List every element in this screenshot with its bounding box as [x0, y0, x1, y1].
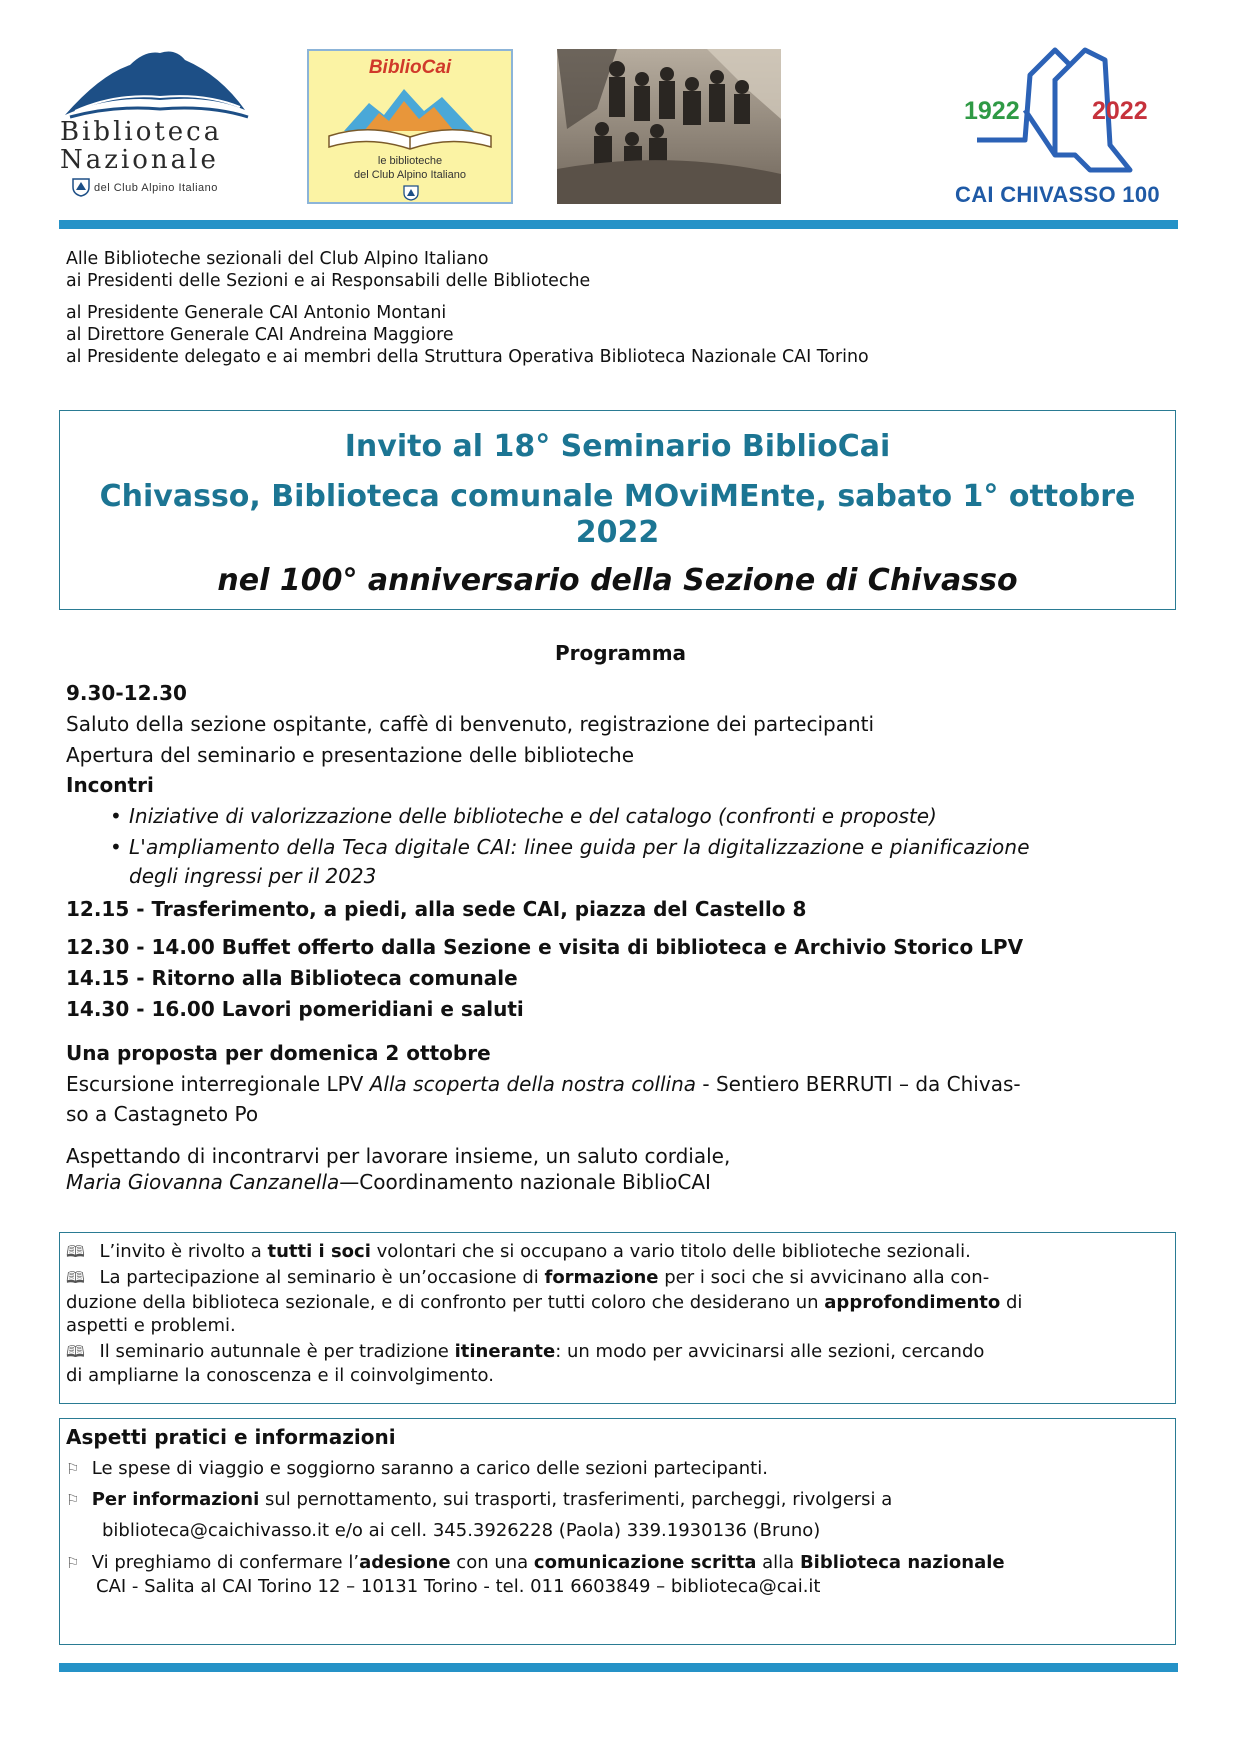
note-emphasis: itinerante: [454, 1341, 556, 1362]
footer-rule: [59, 1663, 1178, 1672]
note-line: di ampliarne la conoscenza e il coinvolgimento.: [66, 1365, 494, 1386]
practical-text: Le spese di viaggio e soggiorno saranno a carico delle sezioni partecipanti.: [91, 1458, 768, 1479]
title-box: [59, 410, 1176, 610]
program-heading: Programma: [554, 641, 687, 665]
book-icon: 🕮: [66, 1242, 85, 1261]
practical-address: CAI - Salita al CAI Torino 12 – 10131 Torino - tel. 011 6603849 – biblioteca@cai.it: [96, 1576, 821, 1597]
sunday-text: Escursione interregionale LPV: [66, 1072, 370, 1096]
addressee-line: ai Presidenti delle Sezioni e ai Responsabili delle Biblioteche: [66, 271, 591, 291]
historic-group-photo: [557, 49, 781, 204]
logo-year-end: 2022: [1092, 97, 1148, 125]
bibliocai-logo-sub1: le biblioteche: [377, 155, 443, 167]
practical-emphasis: Biblioteca nazionale: [799, 1552, 1005, 1573]
practical-text: sul pernottamento, sui trasporti, trasferimenti, parcheggi, rivolgersi a: [259, 1489, 893, 1510]
slot-time: 9.30-12.30: [66, 681, 187, 705]
addressee-line: Alle Biblioteche sezionali del Club Alpino Italiano: [66, 249, 489, 269]
note-text: : un modo per avvicinarsi alle sezioni, cercando: [555, 1341, 985, 1362]
sunday-heading: Una proposta per domenica 2 ottobre: [66, 1041, 491, 1065]
practical-item: [66, 1489, 892, 1511]
note-line: [66, 1267, 989, 1289]
note-line: aspetti e problemi.: [66, 1315, 236, 1336]
sunday-text: - Sentiero BERRUTI – da Chivas-: [696, 1072, 1021, 1096]
note-emphasis: approfondimento: [824, 1292, 1001, 1313]
book-icon: 🕮: [66, 1342, 85, 1361]
bn-subtitle: del Club Alpino Italiano: [94, 182, 218, 194]
addressee-line: al Presidente delegato e ai membri della Struttura Operativa Biblioteca Nazionale CAI Torino: [66, 347, 869, 367]
practical-text: alla: [756, 1552, 800, 1573]
practical-contact: biblioteca@caichivasso.it e/o ai cell. 345.3926228 (Paola) 339.1930136 (Bruno): [102, 1520, 821, 1541]
logo-year-start: 1922: [964, 97, 1020, 125]
practical-item: [66, 1458, 768, 1480]
note-text: di: [1000, 1292, 1023, 1313]
practical-emphasis: Per informazioni: [91, 1489, 260, 1510]
event-location-date: Chivasso, Biblioteca comunale MOviMEnte, sabato 1° ottobre: [99, 479, 1136, 514]
cai-shield-icon: [403, 185, 419, 201]
flag-icon: ⚐: [66, 1554, 80, 1572]
program-slot: 12.15 - Trasferimento, a piedi, alla sede CAI, piazza del Castello 8: [66, 897, 807, 921]
anniversary-subtitle: nel 100° anniversario della Sezione di Chivasso: [217, 563, 1018, 598]
sunday-line-cont: so a Castagneto Po: [66, 1102, 259, 1126]
biblioteca-nazionale-logo: [60, 45, 250, 200]
signature-role: —Coordinamento nazionale BiblioCAI: [339, 1170, 711, 1194]
note-text: per i soci che si avvicinano alla con-: [658, 1267, 990, 1288]
incontri-item: L'ampliamento della Teca digitale CAI: linee guida per la digitalizzazione e pianificazione: [129, 835, 1030, 859]
signature-line: [66, 1170, 711, 1194]
note-text: L’invito è rivolto a: [99, 1241, 268, 1262]
cai-chivasso-100-logo: [955, 45, 1185, 210]
closing-greeting: Aspettando di incontrarvi per lavorare insieme, un saluto cordiale,: [66, 1144, 731, 1168]
practical-text: Vi preghiamo di confermare l’: [91, 1552, 360, 1573]
note-line: [66, 1341, 984, 1363]
cai-shield-icon: [72, 177, 90, 197]
practical-emphasis: comunicazione scritta: [533, 1552, 757, 1573]
note-text: Il seminario autunnale è per tradizione: [99, 1341, 455, 1362]
program-line: Saluto della sezione ospitante, caffè di benvenuto, registrazione dei partecipanti: [66, 712, 875, 736]
program-slot: 12.30 - 14.00 Buffet offerto dalla Sezione e visita di biblioteca e Archivio Storico LPV: [66, 935, 1024, 959]
flag-icon: ⚐: [66, 1491, 80, 1509]
practical-heading: Aspetti pratici e informazioni: [66, 1425, 396, 1449]
incontri-item: Iniziative di valorizzazione delle biblioteche e del catalogo (confronti e proposte): [129, 804, 937, 828]
note-text: La partecipazione al seminario è un’occasione di: [99, 1267, 545, 1288]
bullet-dot: •: [110, 835, 122, 859]
event-location-date-cont: 2022: [575, 515, 660, 550]
signature-name: Maria Giovanna Canzanella: [66, 1170, 340, 1194]
invitation-title: Invito al 18° Seminario BiblioCai: [344, 429, 891, 464]
bibliocai-logo: [307, 49, 513, 204]
note-emphasis: tutti i soci: [267, 1241, 371, 1262]
bn-title-line1: Biblioteca: [60, 117, 223, 147]
logo-cai-name: CAI CHIVASSO 100: [955, 182, 1160, 207]
addressee-line: al Presidente Generale CAI Antonio Montani: [66, 303, 447, 323]
bn-title-line2: Nazionale: [60, 145, 219, 175]
flag-icon: ⚐: [66, 1460, 80, 1478]
program-slot: 14.30 - 16.00 Lavori pomeridiani e saluti: [66, 997, 524, 1021]
incontri-item-cont: degli ingressi per il 2023: [129, 864, 377, 888]
incontri-label: Incontri: [66, 773, 154, 797]
bibliocai-logo-title: BiblioCai: [368, 57, 452, 78]
practical-text: con una: [450, 1552, 534, 1573]
open-book-mountains-icon: [324, 81, 496, 153]
practical-item: [66, 1552, 1005, 1574]
addressee-line: al Direttore Generale CAI Andreina Maggiore: [66, 325, 454, 345]
note-text: duzione della biblioteca sezionale, e di confronto per tutti coloro che desiderano un: [66, 1292, 825, 1313]
sunday-excursion-title: Alla scoperta della nostra collina: [369, 1072, 697, 1096]
note-line: [66, 1241, 971, 1263]
practical-emphasis: adesione: [359, 1552, 451, 1573]
sunday-line: [66, 1072, 1021, 1096]
book-icon: 🕮: [66, 1268, 85, 1287]
bullet-dot: •: [110, 804, 122, 828]
program-line: Apertura del seminario e presentazione delle biblioteche: [66, 743, 635, 767]
note-text: volontari che si occupano a vario titolo delle biblioteche sezionali.: [370, 1241, 971, 1262]
mountain-book-icon: [60, 45, 250, 120]
program-slot: 14.15 - Ritorno alla Biblioteca comunale: [66, 966, 518, 990]
header-rule: [59, 220, 1178, 229]
note-line: [66, 1292, 1022, 1314]
bibliocai-logo-sub2: del Club Alpino Italiano: [354, 169, 466, 181]
note-emphasis: formazione: [544, 1267, 659, 1288]
